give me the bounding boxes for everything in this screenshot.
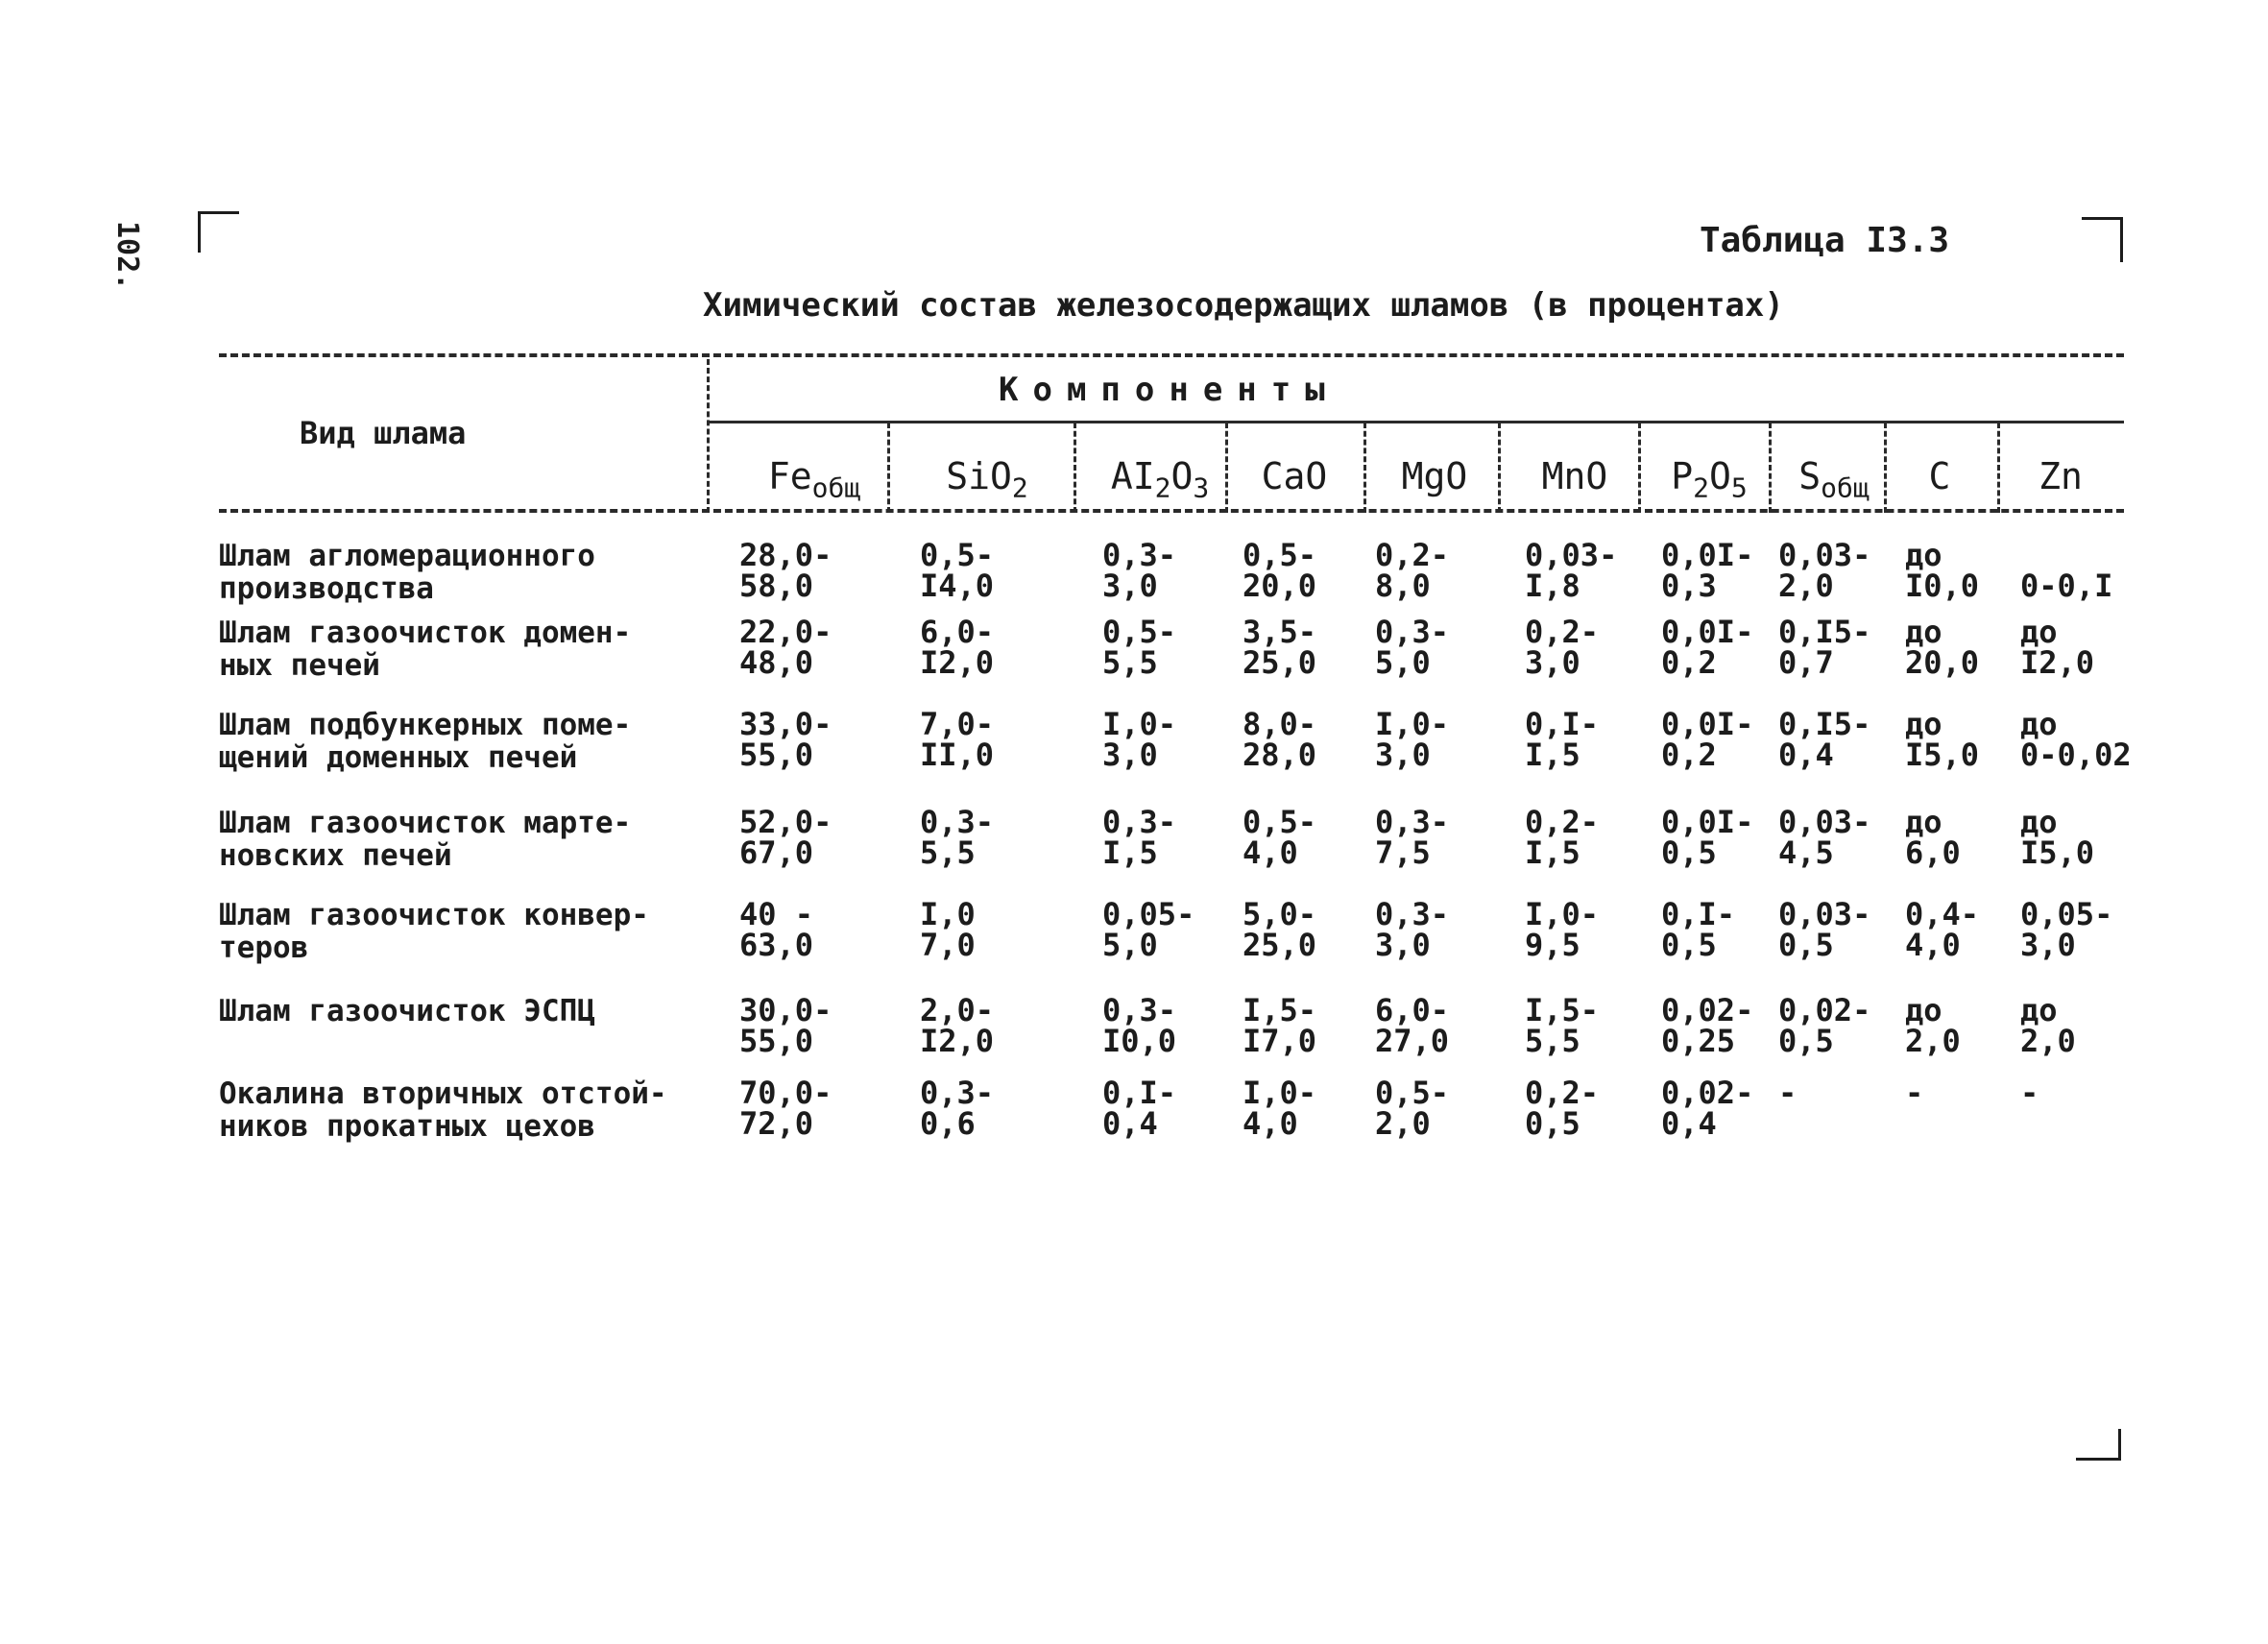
row-name: Окалина вторичных отстой- ников прокатных цехов — [219, 1076, 667, 1144]
column-header-9-main: C — [1928, 455, 1951, 497]
table-cell: I,0- 3,0 — [1375, 706, 1450, 773]
table-cell: 0,5- 4,0 — [1243, 804, 1317, 871]
column-divider — [1363, 423, 1366, 513]
column-header-5 — [1358, 455, 1511, 497]
column-divider — [1225, 423, 1228, 513]
column-divider — [1769, 423, 1772, 513]
table-cell: до 0-0,02 — [2020, 706, 2132, 773]
row-name: Шлам газоочисток марте- новских печей — [219, 806, 632, 873]
table-cell: I,0- 9,5 — [1525, 896, 1600, 963]
table-number: Таблица I3.3 — [1700, 221, 1950, 260]
column-divider — [887, 423, 890, 513]
column-header-8-sub: общ — [1821, 471, 1870, 504]
table-cell: до 6,0 — [1905, 804, 1961, 871]
table-cell: 0,5- 5,5 — [1102, 614, 1177, 681]
column-header-7-main: P — [1671, 455, 1694, 497]
table-cell: 70,0- 72,0 — [739, 1075, 832, 1142]
table-cell: 0,3- I,5 — [1102, 804, 1177, 871]
table-cell: 0,2- 8,0 — [1375, 537, 1450, 604]
table-cell: 0,03- 2,0 — [1778, 537, 1871, 604]
table-cell: 0,3- 3,0 — [1102, 537, 1177, 604]
corner-mark-top-left — [198, 211, 239, 253]
table-cell: 0,3- 5,5 — [920, 804, 995, 871]
corner-mark-top-right — [2082, 217, 2123, 262]
row-name: Шлам агломерационного производства — [219, 539, 595, 606]
column-header-7-main2: O — [1709, 455, 1731, 497]
components-subheader-rule — [707, 421, 2124, 423]
table-cell: - — [1905, 1075, 1924, 1111]
corner-mark-bottom-right — [2076, 1429, 2121, 1461]
table-cell: 28,0- 58,0 — [739, 537, 832, 604]
column-header-2-main: SiO — [946, 455, 1012, 497]
table-cell: I,0- 4,0 — [1243, 1075, 1317, 1142]
column-header-3-main: AI — [1110, 455, 1155, 497]
table-cell: 0,03- 4,5 — [1778, 804, 1871, 871]
table-cell: 0-0,I — [2020, 568, 2113, 604]
column-header-4 — [1218, 455, 1371, 497]
column-divider — [1074, 423, 1076, 513]
table-cell: 0,02- 0,5 — [1778, 992, 1871, 1059]
table-cell: 33,0- 55,0 — [739, 706, 832, 773]
column-header-8-main: S — [1798, 455, 1822, 497]
row-name: Шлам газоочисток домен- ных печей — [219, 616, 632, 683]
row-label-header: Вид шлама — [300, 415, 467, 451]
table-cell: до I0,0 — [1905, 537, 1980, 604]
table-cell: 3,5- 25,0 — [1243, 614, 1317, 681]
column-divider — [1997, 423, 2000, 513]
table-cell: 5,0- 25,0 — [1243, 896, 1317, 963]
table-cell: 40 - 63,0 — [739, 896, 814, 963]
header-vertical-divider — [707, 359, 710, 513]
table-cell: 0,03- I,8 — [1525, 537, 1618, 604]
table-cell: 0,02- 0,25 — [1661, 992, 1754, 1059]
table-cell: 0,3- 0,6 — [920, 1075, 995, 1142]
table-cell: 0,05- 5,0 — [1102, 896, 1195, 963]
table-cell: 0,3- 7,5 — [1375, 804, 1450, 871]
header-bottom-rule — [219, 509, 2124, 513]
table-cell: до I2,0 — [2020, 614, 2095, 681]
column-header-7-sub: 2 — [1693, 471, 1709, 504]
table-cell: 0,5- I4,0 — [920, 537, 995, 604]
table-cell: до 2,0 — [1905, 992, 1961, 1059]
column-header-3-sub2: 3 — [1193, 471, 1210, 504]
column-header-7-sub2: 5 — [1730, 471, 1748, 504]
table-cell: 0,2- I,5 — [1525, 804, 1600, 871]
table-cell: 0,5- 2,0 — [1375, 1075, 1450, 1142]
table-cell: 6,0- 27,0 — [1375, 992, 1450, 1059]
table-cell: - — [2020, 1075, 2039, 1111]
row-name: Шлам газоочисток ЭСПЦ — [219, 994, 595, 1028]
table-cell: I,0- 3,0 — [1102, 706, 1177, 773]
column-divider — [1884, 423, 1887, 513]
table-cell: 0,I- I,5 — [1525, 706, 1600, 773]
table-title: Химический состав железосодержащих шламов (в процентах) — [703, 286, 1784, 325]
table-cell: 0,3- I0,0 — [1102, 992, 1177, 1059]
table-cell: 0,2- 0,5 — [1525, 1075, 1600, 1142]
column-header-1-main: Fe — [767, 455, 812, 497]
row-name: Шлам подбункерных поме- щений доменных печей — [219, 708, 632, 775]
table-cell: 30,0- 55,0 — [739, 992, 832, 1059]
components-group-header: Компоненты — [999, 371, 1339, 409]
table-cell: 0,0I- 0,3 — [1661, 537, 1754, 604]
table-cell: 8,0- 28,0 — [1243, 706, 1317, 773]
column-header-3-sub: 2 — [1154, 471, 1171, 504]
page-number: 102. — [110, 221, 144, 291]
table-cell: 0,3- 3,0 — [1375, 896, 1450, 963]
column-header-3-main2: O — [1170, 455, 1194, 497]
column-divider — [1638, 423, 1641, 513]
table-cell: 0,I- 0,4 — [1102, 1075, 1177, 1142]
column-header-6 — [1498, 455, 1652, 497]
table-cell: 52,0- 67,0 — [739, 804, 832, 871]
table-cell: 0,4- 4,0 — [1905, 896, 1980, 963]
table-cell: до I5,0 — [1905, 706, 1980, 773]
table-cell: 2,0- I2,0 — [920, 992, 995, 1059]
table-cell: 0,3- 5,0 — [1375, 614, 1450, 681]
column-header-3 — [1083, 455, 1237, 504]
column-header-2 — [910, 455, 1064, 504]
column-header-1 — [737, 455, 891, 504]
table-cell: до 20,0 — [1905, 614, 1980, 681]
column-header-10 — [1984, 455, 2137, 497]
table-cell: 0,0I- 0,5 — [1661, 804, 1754, 871]
table-cell: 0,05- 3,0 — [2020, 896, 2113, 963]
column-header-4-main: CaO — [1261, 455, 1328, 497]
column-divider — [1498, 423, 1501, 513]
table-cell: 0,I5- 0,4 — [1778, 706, 1871, 773]
table-cell: 0,0I- 0,2 — [1661, 706, 1754, 773]
table-cell: 0,2- 3,0 — [1525, 614, 1600, 681]
table-cell: 7,0- II,0 — [920, 706, 995, 773]
table-cell: 0,I- 0,5 — [1661, 896, 1736, 963]
table-cell: до 2,0 — [2020, 992, 2076, 1059]
table-cell: I,0 7,0 — [920, 896, 976, 963]
table-cell: 22,0- 48,0 — [739, 614, 832, 681]
table-top-rule — [219, 353, 2124, 357]
column-header-1-sub: общ — [811, 471, 861, 504]
table-cell: 0,I5- 0,7 — [1778, 614, 1871, 681]
column-header-2-sub: 2 — [1011, 471, 1028, 504]
table-cell: - — [1778, 1075, 1798, 1111]
column-header-6-main: MnO — [1541, 455, 1608, 497]
table-cell: I,5- 5,5 — [1525, 992, 1600, 1059]
table-cell: 0,0I- 0,2 — [1661, 614, 1754, 681]
table-cell: 0,5- 20,0 — [1243, 537, 1317, 604]
table-cell: 6,0- I2,0 — [920, 614, 995, 681]
table-cell: до I5,0 — [2020, 804, 2095, 871]
table-cell: 0,02- 0,4 — [1661, 1075, 1754, 1142]
row-name: Шлам газоочисток конвер- теров — [219, 898, 649, 965]
table-cell: I,5- I7,0 — [1243, 992, 1317, 1059]
column-header-10-main: Zn — [2039, 455, 2083, 497]
table-cell: 0,03- 0,5 — [1778, 896, 1871, 963]
column-header-5-main: MgO — [1401, 455, 1468, 497]
